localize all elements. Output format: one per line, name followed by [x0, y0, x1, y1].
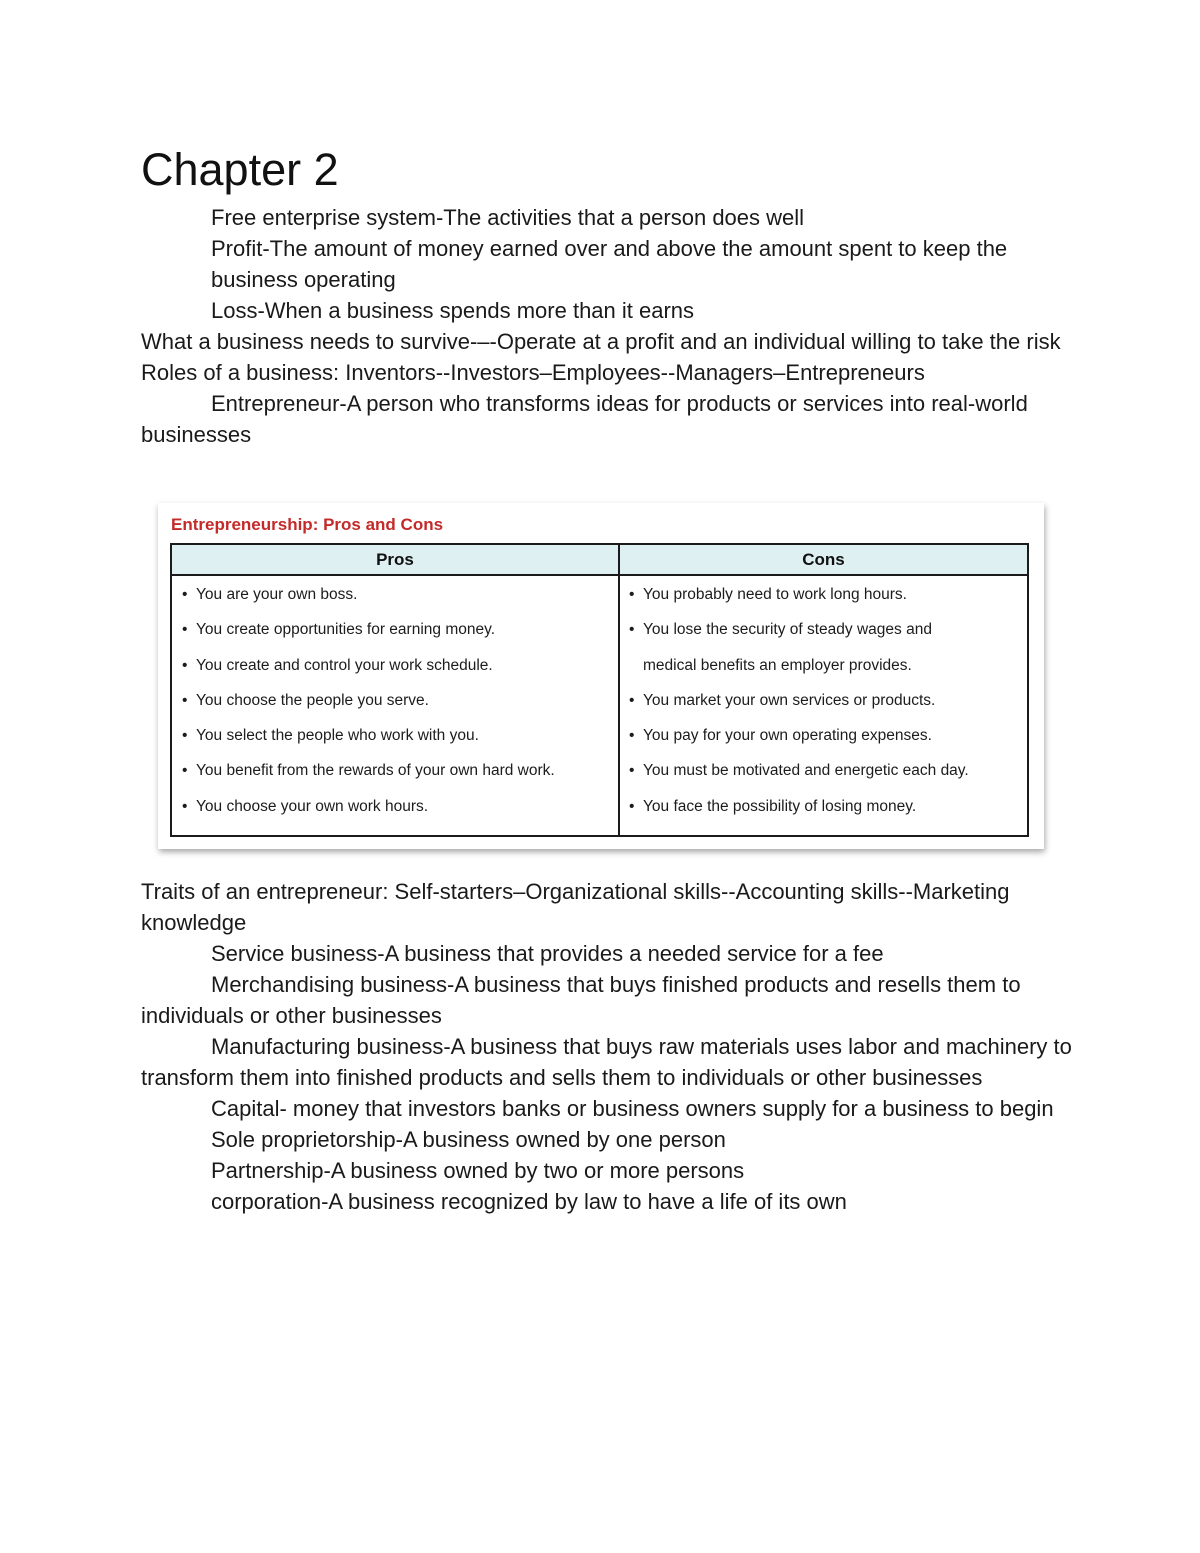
bullet-icon: •: [182, 797, 188, 815]
business-roles-note: Roles of a business: Inventors--Investors–Employees--Managers–Entrepreneurs: [141, 360, 925, 385]
definition-capital: Capital- money that investors banks or business owners supply for a business to begin: [211, 1096, 1054, 1121]
definition-entrepreneur: Entrepreneur-A person who transforms ideas for products or services into real-world businesses: [141, 391, 1028, 447]
column-divider: [618, 545, 620, 835]
cons-item-continuation: medical benefits an employer provides.: [643, 656, 912, 674]
bullet-icon: •: [182, 586, 188, 603]
cons-header: Cons: [802, 550, 845, 569]
bullet-icon: •: [629, 727, 635, 745]
pros-item: • You choose the people you serve.: [182, 690, 555, 725]
pros-header: Pros: [376, 550, 414, 569]
bullet-icon: •: [182, 691, 188, 709]
definition-corporation: corporation-A business recognized by law to have a life of its own: [211, 1189, 847, 1214]
cons-item: • You market your own services or products.: [629, 690, 969, 725]
pros-item: • You are your own boss.: [182, 584, 555, 619]
table-header-row: [172, 545, 1027, 576]
pros-item: • You create opportunities for earning money.: [182, 619, 555, 654]
page-title: Chapter 2: [141, 144, 339, 195]
definition-partnership: Partnership-A business owned by two or more persons: [211, 1158, 745, 1183]
bullet-icon: •: [629, 621, 635, 639]
pros-item: • You choose your own work hours.: [182, 796, 555, 831]
bullet-icon: •: [182, 727, 188, 745]
pros-item: • You benefit from the rewards of your own hard work.: [182, 760, 555, 795]
pros-item: • You select the people who work with you.: [182, 725, 555, 760]
cons-item: • You probably need to work long hours.: [629, 584, 969, 619]
bullet-icon: •: [182, 656, 188, 674]
definitions-section-2: [141, 876, 1076, 1217]
cons-item: • You lose the security of steady wages and: [629, 619, 969, 654]
bullet-icon: •: [182, 762, 188, 780]
definition-free-enterprise: Free enterprise system-The activities that a person does well: [211, 205, 805, 230]
cons-item: • You must be motivated and energetic each day.: [629, 760, 969, 795]
entrepreneur-traits-note: Traits of an entrepreneur: Self-starters–Organizational skills--Accounting skills--Marketing knowledge: [141, 879, 1010, 935]
pros-item: • You create and control your work schedule.: [182, 655, 555, 690]
bullet-icon: •: [182, 621, 188, 639]
definition-loss: Loss-When a business spends more than it earns: [211, 298, 695, 323]
definitions-section-1: [141, 202, 1076, 450]
cons-item: • You face the possibility of losing money.: [629, 796, 969, 831]
bullet-icon: •: [629, 691, 635, 709]
definition-merchandising-business: Merchandising business-A business that buys finished products and resells them to individuals or other businesses: [141, 972, 1021, 1028]
definition-manufacturing-business: Manufacturing business-A business that buys raw materials uses labor and machinery to transform them into finished products and sells them to individuals or other businesses: [141, 1034, 1072, 1090]
cons-item: • You pay for your own operating expenses.: [629, 725, 969, 760]
cons-list: [629, 584, 969, 831]
bullet-icon: •: [629, 762, 635, 780]
business-survival-note: What a business needs to survive-–-Operate at a profit and an individual willing to take the risk: [141, 329, 1061, 354]
figure-title: Entrepreneurship: Pros and Cons: [171, 515, 444, 534]
bullet-icon: •: [629, 586, 635, 603]
bullet-icon: •: [629, 797, 635, 815]
pros-list: [182, 584, 555, 831]
definition-service-business: Service business-A business that provides a needed service for a fee: [211, 941, 884, 966]
pros-cons-figure: [158, 503, 1044, 849]
definition-sole-proprietorship: Sole proprietorship-A business owned by one person: [211, 1127, 726, 1152]
pros-cons-table: [170, 543, 1029, 837]
definition-profit: Profit-The amount of money earned over and above the amount spent to keep the business operating: [211, 236, 1008, 292]
